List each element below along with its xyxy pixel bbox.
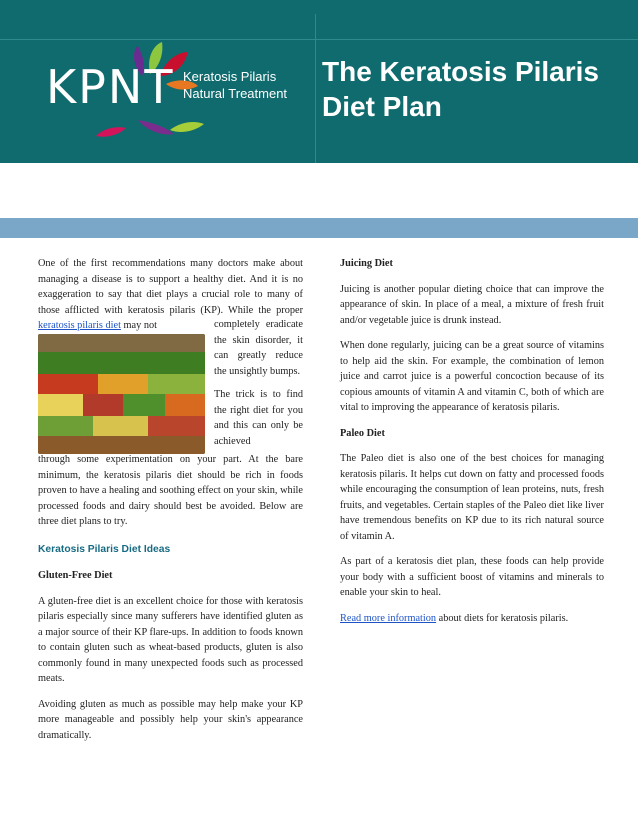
logo-letters: KPNT — [46, 60, 175, 114]
juicing-heading: Juicing Diet — [340, 258, 393, 269]
paleo-paragraph-2: As part of a keratosis diet plan, these foods can help provide your body with a sufficient boost of vitamins and minerals to enable your skin to heal. — [340, 556, 604, 598]
paleo-paragraph-1: The Paleo diet is also one of the best choices for managing keratosis pilaris. It helps cut down on fatty and processed foods while encouraging the consumption of lean proteins, nuts, fresh fruits, and vegetables. Certain staples of the Paleo diet like liver have tremendous benefits on KP due to its rich natural source of vitamin A. — [340, 453, 604, 542]
read-more-paragraph — [340, 611, 604, 627]
logo-tagline — [183, 68, 287, 102]
juicing-paragraph-2: When done regularly, juicing can be a great source of vitamins to help aid the skin. For example, the combination of lemon juice and carrot juice is a powerful concoction because of its copious amounts of vitamin A and vitamin C, both of which are vital to improving the appearance of keratosis pilaris. — [340, 340, 604, 413]
paleo-heading: Paleo Diet — [340, 427, 385, 439]
kpnt-logo — [38, 40, 308, 140]
banner-gap — [0, 163, 638, 218]
intro-float-block — [214, 317, 303, 449]
gluten-paragraph-2: Avoiding gluten as much as possible may help make your KP more manageable and possibly help your skin's appearance dramatically. — [38, 698, 303, 741]
gluten-heading: Gluten-Free Diet — [38, 570, 113, 581]
produce-photo — [38, 334, 205, 454]
page-title: The Keratosis Pilaris Diet Plan — [322, 56, 600, 122]
logo-tagline-line-1: Keratosis Pilaris — [183, 69, 277, 84]
trick-float-text: The trick is to find the right diet for you and this can only be achieved — [214, 389, 303, 447]
banner-divider — [315, 14, 316, 164]
logo-tagline-line-2: Natural Treatment — [183, 86, 288, 101]
banner-accent-strip — [0, 218, 638, 238]
intro-text-b: may not — [123, 320, 157, 331]
ideas-heading: Keratosis Pilaris Diet Ideas — [38, 543, 171, 555]
left-column-lower — [38, 452, 303, 743]
right-column — [340, 256, 604, 626]
read-more-link[interactable]: Read more information — [340, 612, 437, 624]
intro-float-text: completely eradicate the skin disorder, it can greatly reduce the unsightly bumps. — [214, 319, 303, 377]
intro-text: One of the first recommendations many doctors make about managing a disease is to support a healthy diet. And it is no exaggeration to say that diet plays a crucial role to many of those afflicted with keratosis pilaris (KP). While the proper — [38, 258, 303, 316]
juicing-paragraph-1: Juicing is another popular dieting choice that can improve the appearance of skin. In place of a meal, a mixture of fresh fruit and/or vegetable juice is drunk instead. — [340, 283, 604, 326]
trick-paragraph: through some experimentation on your part. At the bare minimum, the keratosis pilaris diet should be rich in foods proven to have a healing and soothing effect on your skin, while processed foods and dairy should best be avoided. Below are three diet plans to try. — [38, 454, 303, 527]
gluten-paragraph-1: A gluten-free diet is an excellent choice for those with keratosis pilaris especially since many sufferers have identified gluten as a major source of their KP flare-ups. In addition to foods known to contain gluten such as wheat-based products, gluten is also commonly found in many unexpected foods such as processed meats. — [38, 595, 303, 684]
read-more-text: about diets for keratosis pilaris. — [438, 612, 569, 624]
kp-diet-link[interactable]: keratosis pilaris diet — [38, 320, 121, 331]
